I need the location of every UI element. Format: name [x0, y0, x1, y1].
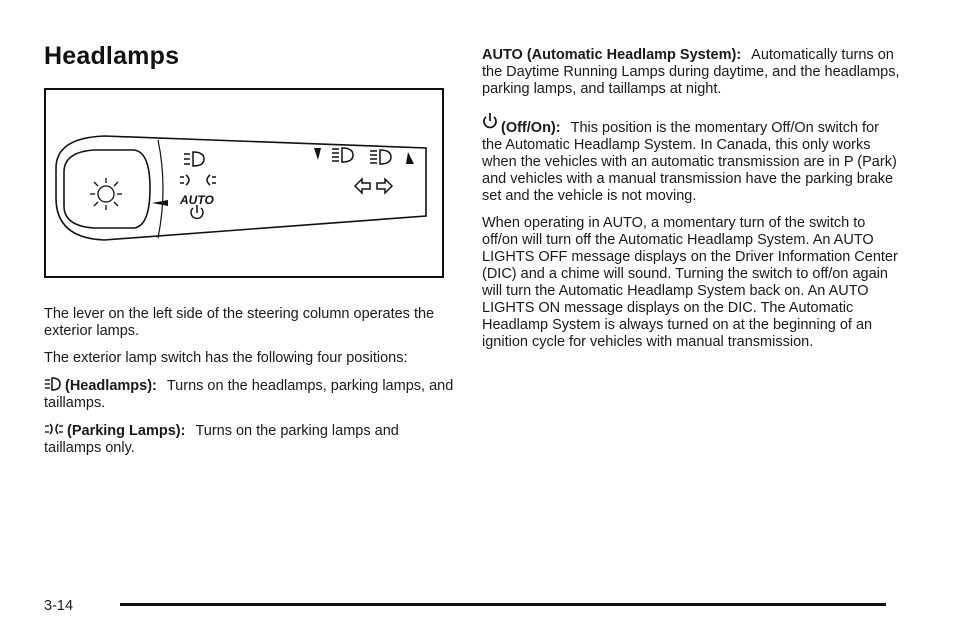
off-on-term: (Off/On):	[501, 120, 561, 136]
auto-paragraph	[482, 47, 902, 98]
footer-rule	[120, 603, 886, 606]
power-icon	[482, 112, 498, 130]
page-title: Headlamps	[44, 42, 180, 70]
lamp-lever-illustration	[44, 88, 444, 278]
off-on-text: This position is the momentary Off/On switch for the Automatic Headlamp System. In Canada, this only works when the vehicles with an automatic transmission are in P (Park) and vehicles with a manual transmission have the parking brake set and the vehicle is not moving.	[482, 120, 897, 204]
lamp-lever-drawing	[46, 90, 442, 276]
parking-lamps-paragraph	[44, 422, 454, 457]
auto-position-label: AUTO	[180, 193, 214, 207]
off-on-paragraph	[482, 112, 902, 205]
positions-intro-paragraph: The exterior lamp switch has the following four positions:	[44, 350, 408, 366]
operating-paragraph: When operating in AUTO, a momentary turn of the switch to off/on will turn off the Automatic Headlamp System. An AUTO LIGHTS OFF message displays on the Driver Information Center (DIC) and a chime will sound. Turning the switch to off/on again will turn the Automatic Headlamp System back on. An AUTO LIGHTS ON message displays on the DIC. The Automatic Headlamp System is always turned on at the beginning of an ignition cycle for vehicles with manual transmission.	[482, 215, 898, 350]
parking-lamps-text: Turns on the parking lamps and taillamps only.	[44, 423, 399, 456]
lever-knob	[64, 150, 150, 228]
headlamps-term: (Headlamps):	[65, 378, 157, 394]
parking-lamps-term: (Parking Lamps):	[67, 423, 186, 439]
headlamp-icon	[44, 377, 62, 391]
parking-lamp-icon	[44, 422, 64, 436]
headlamps-text: Turns on the headlamps, parking lamps, and taillamps.	[44, 378, 454, 411]
auto-text: Automatically turns on the Daytime Running Lamps during daytime, and the headlamps, parking lamps, and taillamps at night.	[482, 47, 900, 97]
left-column	[44, 306, 454, 467]
headlamps-paragraph	[44, 377, 454, 412]
page-number: 3-14	[44, 598, 74, 614]
intro-paragraph: The lever on the left side of the steering column operates the exterior lamps.	[44, 306, 435, 339]
auto-term: AUTO (Automatic Headlamp System):	[482, 47, 742, 63]
right-column	[482, 47, 902, 361]
